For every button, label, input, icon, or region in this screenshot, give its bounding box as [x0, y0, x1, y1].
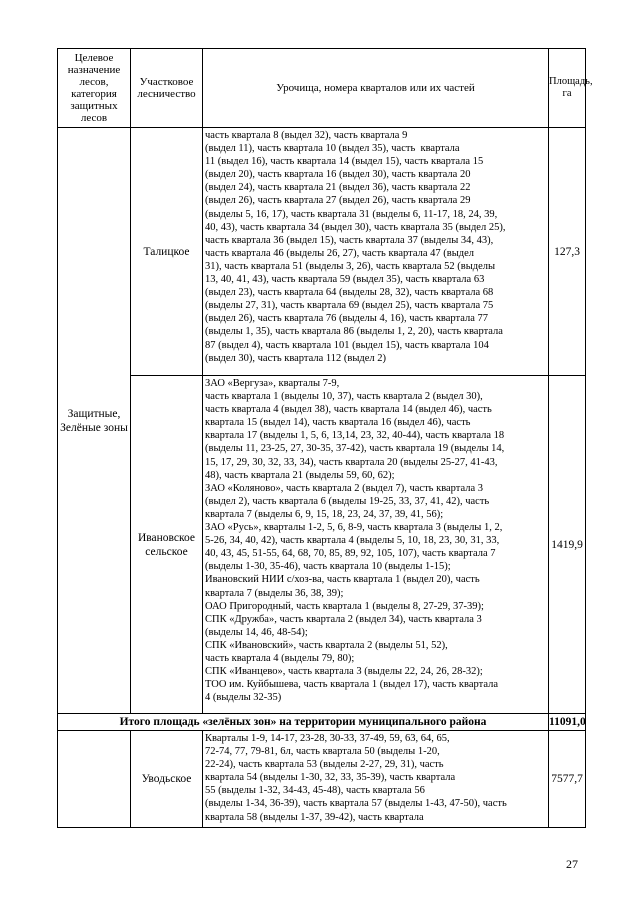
total-row — [58, 714, 586, 731]
quarter-line: 15, 17, 29, 30, 32, 33, 34), часть квартала 20 (выделы 25-27, 41-43, — [205, 456, 498, 468]
quarter-line: (выделы 1-30, 35-46), часть квартала 10 (выделы 1-15); — [205, 561, 451, 573]
quarter-line: (выдел 26), часть квартала 27 (выдел 26), часть квартала 29 — [205, 195, 471, 207]
quarters-cell — [203, 731, 549, 828]
quarter-line: (выделы 5, 16, 17), часть квартала 31 (выделы 6, 11-17, 18, 24, 39, — [205, 208, 498, 220]
quarter-line: Ивановский НИИ с/хоз-ва, часть квартала 1 (выдел 20), часть — [205, 574, 480, 586]
quarter-line: (выдел 20), часть квартала 16 (выдел 30), часть квартала 20 — [205, 169, 471, 181]
table-row — [58, 731, 586, 828]
category-cell: Защитные, Зелёные зоны — [58, 128, 131, 714]
quarter-line: квартала 7 (выделы 6, 9, 15, 18, 23, 24, 37, 39, 41, 56); — [205, 508, 444, 520]
header-division: Участковое лесничество — [131, 49, 203, 128]
quarter-line: 87 (выдел 4), часть квартала 101 (выдел 15), часть квартала 104 — [205, 339, 489, 351]
division-cell: Ивановское сельское — [131, 376, 203, 714]
quarter-line: (выдел 24), часть квартала 21 (выдел 36), часть квартала 22 — [205, 182, 471, 194]
quarter-line: 55 (выделы 1-32, 34-43, 45-48), часть квартала 56 — [205, 785, 425, 797]
quarter-line: (выдел 30), часть квартала 112 (выдел 2) — [205, 352, 387, 364]
quarter-line: 13, 40, 41, 43), часть квартала 59 (выдел 35), часть квартала 63 — [205, 274, 485, 286]
quarter-line: 22-24), часть квартала 53 (выделы 2-27, 29, 31), часть — [205, 759, 444, 771]
quarters-cell — [203, 376, 549, 714]
quarter-line: часть квартала 36 (выдел 15), часть квартала 37 (выделы 34, 43), — [205, 234, 494, 246]
quarter-line: ТОО им. Куйбышева, часть квартала 1 (выдел 17), часть квартала — [205, 679, 498, 691]
category-cell-empty — [58, 731, 131, 828]
quarter-line: 5-26, 34, 40, 42), часть квартала 4 (выделы 5, 10, 18, 23, 30, 31, 33, — [205, 535, 500, 547]
quarter-line: часть квартала 46 (выделы 26, 27), часть квартала 47 (выдел — [205, 247, 475, 259]
quarter-line: квартала 15 (выдел 14), часть квартала 16 (выдел 46), часть — [205, 417, 471, 429]
quarter-line: (выделы 1, 35), часть квартала 86 (выделы 1, 2, 20), часть квартала — [205, 326, 503, 338]
table-row — [58, 376, 586, 714]
total-value: 11091,0 — [549, 714, 586, 731]
table-row — [58, 128, 586, 376]
quarter-line: ОАО Пригородный, часть квартала 1 (выделы 8, 27-29, 37-39); — [205, 600, 484, 612]
division-cell: Талицкое — [131, 128, 203, 376]
quarter-line: квартала 58 (выделы 1-37, 39-42), часть квартала — [205, 811, 424, 823]
quarter-line: (выделы 14, 46, 48-54); — [205, 626, 308, 638]
quarter-line: (выдел 2), часть квартала 6 (выделы 19-25, 33, 37, 41, 42), часть — [205, 495, 490, 507]
quarter-line: ЗАО «Вергуза», кварталы 7-9, — [205, 378, 340, 389]
quarter-line: (выделы 11, 23-25, 27, 30-35, 37-42), часть квартала 19 (выделы 14, — [205, 443, 505, 455]
header-location: Урочища, номера кварталов или их частей — [203, 49, 549, 128]
division-cell: Уводьское — [131, 731, 203, 828]
quarter-line: 72-74, 77, 79-81, 6л, часть квартала 50 (выделы 1-20, — [205, 746, 440, 758]
quarter-line: 4 (выделы 32-35) — [205, 692, 282, 704]
quarter-line: 40, 43, 45, 51-55, 64, 68, 70, 85, 89, 92, 105, 107), часть квартала 7 — [205, 548, 496, 560]
quarter-line: (выдел 11), часть квартала 10 (выдел 35), часть квартала — [205, 143, 460, 155]
area-cell: 127,3 — [549, 128, 586, 376]
quarter-line: часть квартала 1 (выделы 10, 37), часть квартала 2 (выдел 30), — [205, 391, 483, 403]
area-cell: 7577,7 — [549, 731, 586, 828]
quarter-line: ЗАО «Русь», кварталы 1-2, 5, 6, 8-9, часть квартала 3 (выделы 1, 2, — [205, 522, 503, 534]
total-label: Итого площадь «зелёных зон» на территории муниципального района — [58, 714, 549, 731]
quarter-line: квартала 7 (выделы 36, 38, 39); — [205, 587, 344, 599]
quarter-line: ЗАО «Коляново», часть квартала 2 (выдел 7), часть квартала 3 — [205, 482, 484, 494]
quarter-line: часть квартала 8 (выдел 32), часть квартала 9 — [205, 130, 408, 141]
quarter-line: квартала 17 (выделы 1, 5, 6, 13,14, 23, 32, 40-44), часть квартала 18 — [205, 430, 505, 442]
quarter-line: Кварталы 1-9, 14-17, 23-28, 30-33, 37-49, 59, 63, 64, 65, — [205, 733, 450, 744]
quarter-line: (выделы 27, 31), часть квартала 69 (выдел 25), часть квартала 75 — [205, 300, 494, 312]
forest-zones-table — [57, 48, 593, 828]
table-header-row — [58, 49, 586, 128]
quarter-line: квартала 54 (выделы 1-30, 32, 33, 35-39), часть квартала — [205, 772, 456, 784]
quarter-line: часть квартала 4 (выдел 38), часть квартала 14 (выдел 46), часть — [205, 404, 492, 416]
quarter-line: 11 (выдел 16), часть квартала 14 (выдел 15), часть квартала 15 — [205, 156, 484, 168]
quarter-line: (выделы 1-34, 36-39), часть квартала 57 (выделы 1-43, 47-50), часть — [205, 798, 507, 810]
header-area: Площадь, га — [549, 49, 586, 128]
quarter-line: 31), часть квартала 51 (выделы 3, 26), часть квартала 52 (выделы — [205, 260, 496, 272]
quarter-line: 48), часть квартала 21 (выделы 59, 60, 62); — [205, 469, 395, 481]
quarter-line: СПК «Ивановский», часть квартала 2 (выделы 51, 52), — [205, 639, 448, 651]
quarter-line: (выдел 26), часть квартала 76 (выделы 4, 16), часть квартала 77 — [205, 313, 489, 325]
header-category: Целевое назначение лесов, категория защитных лесов — [58, 49, 131, 128]
page-number: 27 — [566, 857, 578, 871]
area-cell: 1419,9 — [549, 376, 586, 714]
quarter-line: (выдел 23), часть квартала 64 (выделы 28, 32), часть квартала 68 — [205, 287, 494, 299]
quarter-line: часть квартала 4 (выделы 79, 80); — [205, 652, 355, 664]
quarter-line: СПК «Дружба», часть квартала 2 (выдел 34), часть квартала 3 — [205, 613, 482, 625]
quarters-cell — [203, 128, 549, 376]
quarter-line: 40, 43), часть квартала 34 (выдел 30), часть квартала 35 (выдел 25), — [205, 221, 506, 233]
quarter-line: СПК «Иванцево», часть квартала 3 (выделы 22, 24, 26, 28-32); — [205, 666, 483, 678]
